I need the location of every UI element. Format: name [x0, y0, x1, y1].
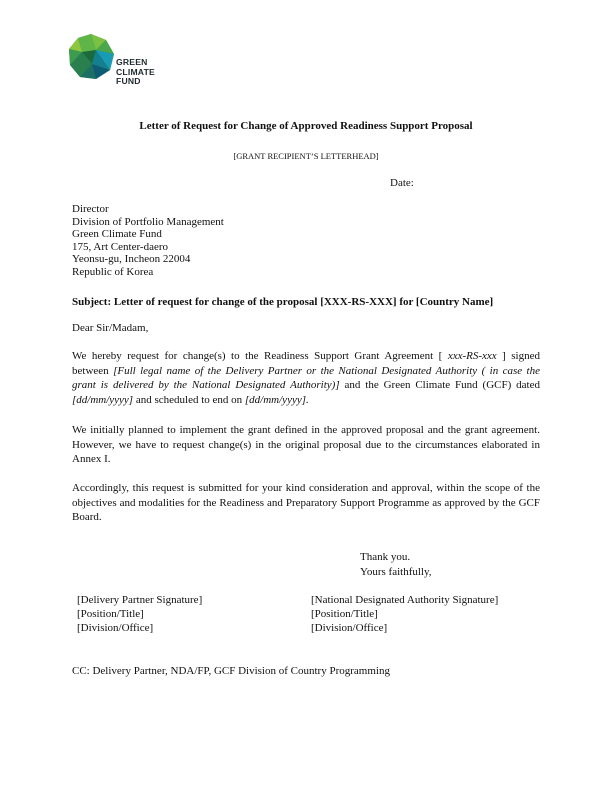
- position-line: [Position/Title]: [311, 608, 378, 620]
- p1-text: ] signed between: [72, 350, 540, 377]
- recipient-address: [72, 203, 224, 279]
- paragraph-circumstances: We initially planned to implement the grant defined in the approved proposal and the grant agreement. However, we have to request change(s) in the original proposal due to the circumstances elaborated in Annex I.: [72, 424, 540, 466]
- closing-line: Thank you.: [360, 551, 411, 563]
- signature-line: [National Designated Authority Signature]: [311, 594, 499, 606]
- division-line: [Division/Office]: [311, 622, 388, 634]
- logo-line-3: FUND: [116, 76, 141, 87]
- salutation: Dear Sir/Madam,: [72, 322, 149, 334]
- address-line: 175, Art Center-daero: [72, 240, 168, 253]
- division-line: [Division/Office]: [77, 622, 154, 634]
- p1-text: and scheduled to end on: [133, 393, 245, 406]
- paragraph-submission: Accordingly, this request is submitted for your kind consideration and approval, within the scope of the objectives and modalities for the Readiness and Preparatory Support Programme as approved by the GCF Board.: [72, 482, 540, 524]
- p1-grant-id: xxx-RS-xxx: [447, 350, 497, 362]
- address-line: Director: [72, 203, 109, 215]
- p1-partner-name: [Full legal name of the Delivery Partner or the National Designated Authority ( in case the grant is delivered by the National Designated Authority)]: [72, 364, 540, 392]
- closing: [360, 550, 432, 580]
- cc-line: CC: Delivery Partner, NDA/FP, GCF Division of Country Programming: [72, 665, 390, 677]
- paragraph-request: [72, 349, 540, 407]
- p1-date-end: [dd/mm/yyyy].: [244, 393, 309, 406]
- gcf-logo: [66, 32, 166, 92]
- signature-line: [Delivery Partner Signature]: [77, 594, 203, 606]
- signature-block-nda: [311, 593, 498, 635]
- logo-wordmark: [116, 58, 155, 87]
- logo-line-1: GREEN: [116, 57, 148, 67]
- address-line: Yeonsu-gu, Incheon 22004: [72, 253, 191, 266]
- subject-line: Subject: Letter of request for change of the proposal [XXX-RS-XXX] for [Country Name]: [72, 296, 494, 308]
- p1-date-signed: [dd/mm/yyyy]: [72, 393, 134, 406]
- p1-text: We hereby request for change(s) to the Readiness Support Grant Agreement [: [72, 350, 448, 362]
- globe-polygon-icon: [66, 32, 116, 82]
- address-line: Green Climate Fund: [72, 228, 162, 241]
- document-title: Letter of Request for Change of Approved Readiness Support Proposal: [139, 120, 473, 132]
- position-line: [Position/Title]: [77, 608, 144, 620]
- p1-text: and the Green Climate Fund (GCF) dated: [339, 379, 540, 392]
- date-label: Date:: [390, 177, 414, 189]
- closing-line: Yours faithfully,: [360, 566, 432, 578]
- address-line: Republic of Korea: [72, 265, 154, 278]
- logo-line-2: CLIMATE: [116, 66, 155, 77]
- address-line: Division of Portfolio Management: [72, 215, 224, 228]
- letterhead-placeholder: [GRANT RECIPIENT’S LETTERHEAD]: [233, 151, 379, 161]
- signature-block-delivery-partner: [77, 593, 202, 635]
